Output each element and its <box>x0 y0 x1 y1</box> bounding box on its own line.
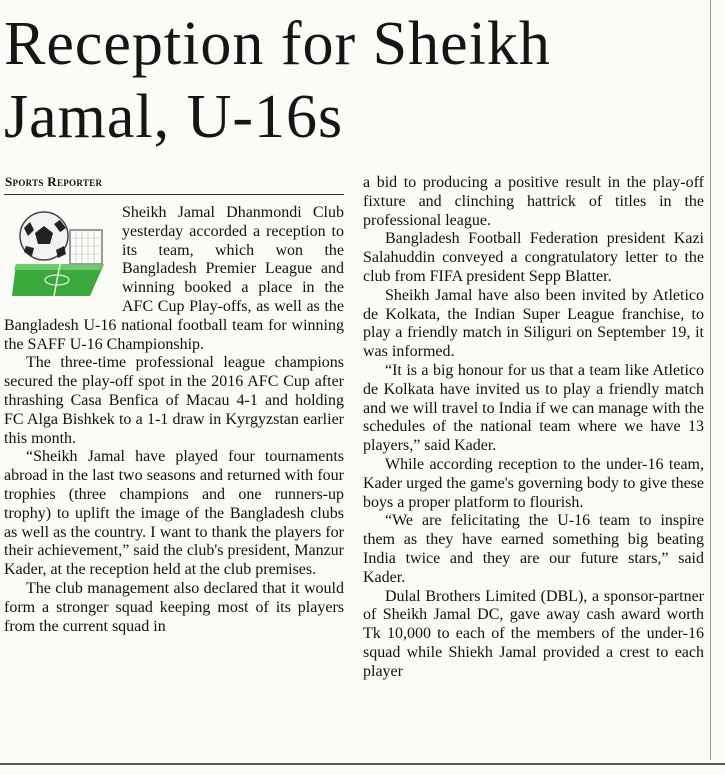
paragraph: The club management also declared that it would form a stronger squad keeping most of its players from the current squad in <box>4 579 344 635</box>
soccer-ball-field-icon <box>10 206 110 298</box>
paragraph: Bangladesh Football Federation president Kazi Salahuddin conveyed a congratulatory letter to the club from FIFA president Sepp Blatter. <box>363 230 704 285</box>
column-divider <box>710 0 711 760</box>
paragraph: a bid to producing a positive result in the play-off fixture and clinching hattrick of titles in the professional league. <box>363 174 704 229</box>
left-column <box>4 204 344 636</box>
page-bottom-rule <box>0 763 725 765</box>
right-column <box>363 174 704 682</box>
paragraph: “Sheikh Jamal have played four tournaments abroad in the last two seasons and returned with four trophies (three champions and one runners-up trophy) to uplift the image of the Bangladesh clubs as well as the country. I want to thank the players for their achievement,” said the club's president, Manzur Kader, at the reception held at the club premises. <box>4 448 344 579</box>
headline: Reception for Sheikh Jamal, U-16s <box>4 10 551 152</box>
paragraph: Sheikh Jamal have also been invited by Atletico de Kolkata, the Indian Super League franchise, to play a friendly match in Siliguri on September 19, it was informed. <box>363 286 704 361</box>
paragraph: Sheikh Jamal Dhanmondi Club yesterday accorded a reception to its team, which won the Bangladesh Premier League and winning booked a place in the AFC Cup Play-offs, as well as the Bangladesh U-16 national football team for winning the SAFF U-16 Championship. <box>4 204 344 353</box>
paragraph: “It is a big honour for us that a team like Atletico de Kolkata have invited us to play a friendly match and we will travel to India if we can manage with the schedules of the national team where we have 13 players,” said Kader. <box>363 361 704 455</box>
paragraph: The three-time professional league champions secured the play-off spot in the 2016 AFC Cup after thrashing Casa Benfica of Macau 4-1 and holding FC Alga Bishkek to a 1-1 draw in Kyrgyzstan earlier this month. <box>4 354 344 447</box>
paragraph: While according reception to the under-16 team, Kader urged the game's governing body to give these boys a proper platform to flourish. <box>363 455 704 511</box>
paragraph: Dulal Brothers Limited (DBL), a sponsor-partner of Sheikh Jamal DC, gave away cash award worth Tk 10,000 to each of the members of the under-16 squad while Shiekh Jamal provided a crest to each player <box>363 587 704 680</box>
paragraph: “We are felicitating the U-16 team to inspire them as they have earned something big beating India twice and they are our future stars,” said Kader. <box>363 512 704 586</box>
byline: Sports Reporter <box>5 174 103 189</box>
byline-rule <box>4 194 344 195</box>
